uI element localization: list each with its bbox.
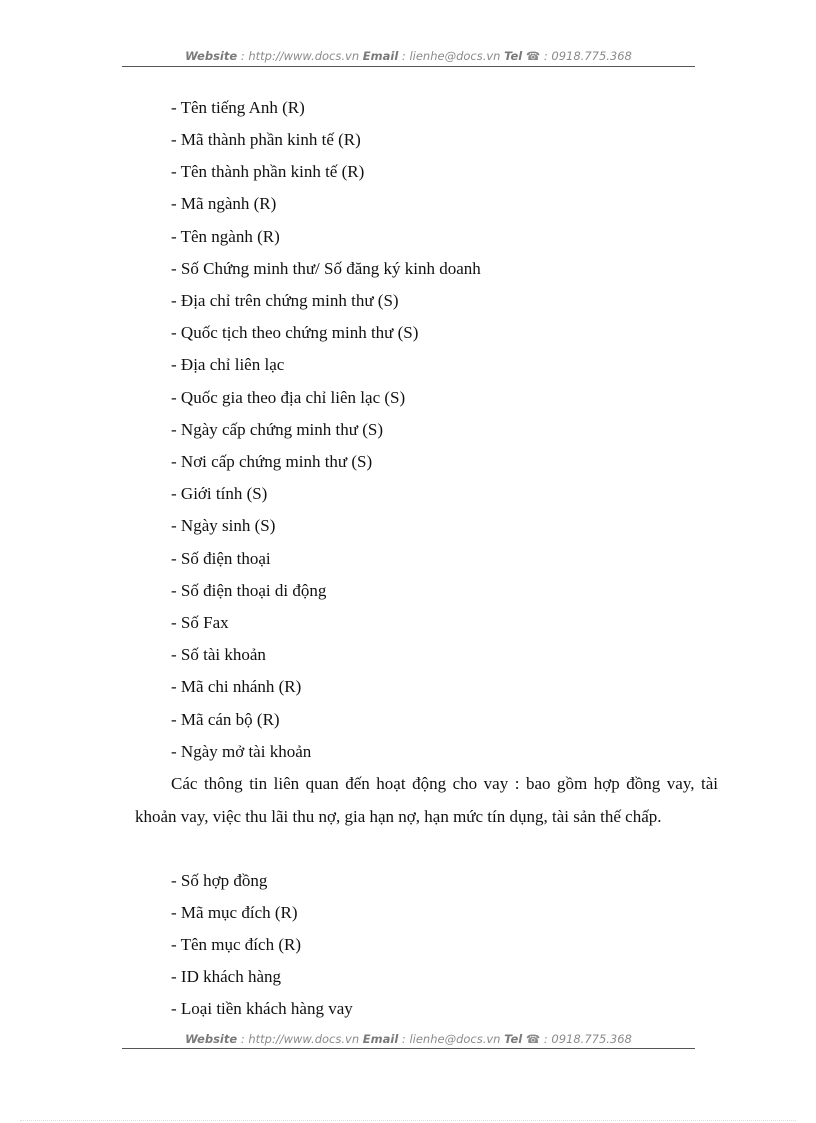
list-item: - Loại tiền khách hàng vay <box>171 999 353 1018</box>
list-item: - Nơi cấp chứng minh thư (S) <box>171 452 373 471</box>
list-item: - Mã thành phần kinh tế (R) <box>171 130 361 149</box>
list-item: - Giới tính (S) <box>171 484 268 503</box>
list-item: - Mã mục đích (R) <box>171 903 298 922</box>
list-item: - Số hợp đồng <box>171 871 268 890</box>
website-value: : http://www.docs.vn <box>237 49 363 63</box>
tel-label: Tel <box>504 49 523 63</box>
list-item: - Tên mục đích (R) <box>171 935 301 954</box>
email-label: Email <box>362 49 399 63</box>
list-item: - Ngày cấp chứng minh thư (S) <box>171 420 383 439</box>
list-item: - Số Fax <box>171 613 229 632</box>
list-item: - Ngày mở tài khoản <box>171 742 312 761</box>
email-value: : lienhe@docs.vn <box>398 1032 505 1046</box>
page-header <box>122 49 695 63</box>
website-label: Website <box>185 49 238 63</box>
tel-label: Tel <box>504 1032 523 1046</box>
page-footer <box>122 1032 695 1046</box>
list-item: - Số điện thoại di động <box>171 581 327 600</box>
website-value: : http://www.docs.vn <box>237 1032 363 1046</box>
list-item: - Số tài khoản <box>171 645 266 664</box>
page-edge-divider <box>20 1120 796 1121</box>
list-item: - Ngày sinh (S) <box>171 516 276 535</box>
tel-value: ☎ : 0918.775.368 <box>522 49 632 63</box>
list-item: - Quốc tịch theo chứng minh thư (S) <box>171 323 419 342</box>
email-label: Email <box>362 1032 399 1046</box>
list-item: - Mã ngành (R) <box>171 194 277 213</box>
list-item: - Địa chỉ trên chứng minh thư (S) <box>171 291 399 310</box>
website-label: Website <box>185 1032 238 1046</box>
list-item: - Tên thành phần kinh tế (R) <box>171 162 365 181</box>
email-value: : lienhe@docs.vn <box>398 49 505 63</box>
list-item: - Quốc gia theo địa chỉ liên lạc (S) <box>171 388 406 407</box>
list-item: - Số điện thoại <box>171 549 271 568</box>
footer-rule <box>122 1048 695 1049</box>
list-item: - Mã cán bộ (R) <box>171 710 280 729</box>
list-item: - Tên ngành (R) <box>171 227 280 246</box>
list-item: - Số Chứng minh thư/ Số đăng ký kinh doanh <box>171 259 481 278</box>
header-rule <box>122 66 695 67</box>
tel-value: ☎ : 0918.775.368 <box>522 1032 632 1046</box>
body-paragraph: Các thông tin liên quan đến hoạt động cho vay : bao gồm hợp đồng vay, tài khoản vay, việc thu lãi thu nợ, gia hạn nợ, hạn mức tín dụng, tài sản thế chấp. <box>135 774 718 826</box>
list-item: - Địa chỉ liên lạc <box>171 355 285 374</box>
list-item: - Mã chi nhánh (R) <box>171 677 302 696</box>
list-item: - Tên tiếng Anh (R) <box>171 98 305 117</box>
list-item: - ID khách hàng <box>171 967 281 986</box>
